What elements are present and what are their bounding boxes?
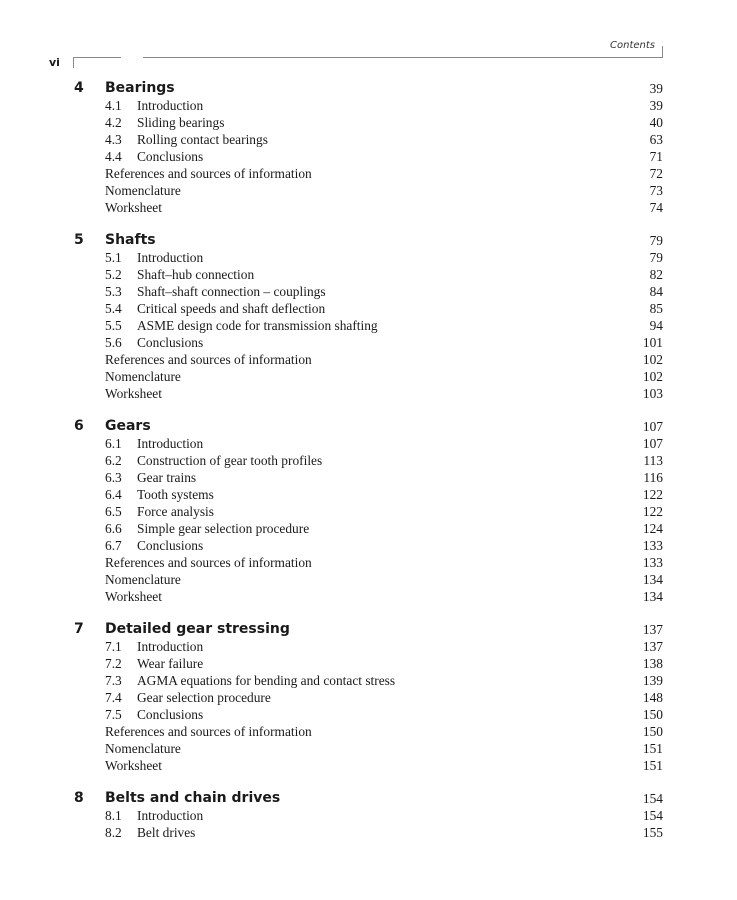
running-header-title: Contents — [610, 40, 655, 51]
section-title: Conclusions — [137, 335, 204, 350]
back-matter-title: Worksheet — [105, 589, 162, 604]
chapter-block — [0, 232, 737, 402]
chapter-title: Bearings — [105, 80, 175, 96]
back-matter-page: 134 — [642, 572, 663, 587]
chapter-title: Gears — [105, 418, 151, 434]
back-matter-page: 102 — [642, 352, 663, 367]
chapter-block — [0, 418, 737, 605]
section-title: Conclusions — [137, 149, 204, 164]
back-matter-title: References and sources of information — [105, 166, 312, 181]
section-entry[interactable] — [0, 689, 737, 706]
section-entry[interactable] — [0, 249, 737, 266]
section-title: Conclusions — [137, 707, 204, 722]
section-page: 133 — [642, 538, 663, 553]
chapter-block — [0, 80, 737, 216]
section-entry[interactable] — [0, 97, 737, 114]
section-entry[interactable] — [0, 486, 737, 503]
section-number: 6.6 — [105, 521, 122, 536]
back-matter-title: Nomenclature — [105, 183, 181, 198]
section-title: Belt drives — [137, 825, 196, 840]
chapter-number: 6 — [74, 418, 84, 434]
section-number: 6.4 — [105, 487, 122, 502]
chapter-title: Detailed gear stressing — [105, 621, 290, 637]
back-matter-page: 102 — [642, 369, 663, 384]
section-title: Wear failure — [137, 656, 204, 671]
back-matter-title: Worksheet — [105, 758, 162, 773]
back-matter-entry[interactable] — [0, 351, 737, 368]
back-matter-entry[interactable] — [0, 723, 737, 740]
section-number: 6.3 — [105, 470, 122, 485]
back-matter-title: Worksheet — [105, 386, 162, 401]
section-title: AGMA equations for bending and contact stress — [137, 673, 396, 688]
section-number: 5.4 — [105, 301, 122, 316]
header-rule — [143, 57, 663, 58]
section-title: Introduction — [137, 639, 204, 654]
back-matter-entry[interactable] — [0, 368, 737, 385]
chapter-number: 7 — [74, 621, 84, 637]
back-matter-page: 74 — [649, 200, 663, 215]
back-matter-title: Nomenclature — [105, 369, 181, 384]
section-entry[interactable] — [0, 672, 737, 689]
back-matter-entry[interactable] — [0, 182, 737, 199]
back-matter-entry[interactable] — [0, 571, 737, 588]
section-title: Shaft–shaft connection – couplings — [137, 284, 326, 299]
section-entry[interactable] — [0, 131, 737, 148]
chapter-heading[interactable] — [0, 80, 737, 97]
section-page: 107 — [642, 436, 663, 451]
section-number: 6.1 — [105, 436, 122, 451]
back-matter-entry[interactable] — [0, 740, 737, 757]
section-entry[interactable] — [0, 300, 737, 317]
section-title: ASME design code for transmission shafting — [137, 318, 378, 333]
section-page: 85 — [649, 301, 663, 316]
section-entry[interactable] — [0, 503, 737, 520]
back-matter-page: 134 — [642, 589, 663, 604]
section-page: 137 — [642, 639, 663, 654]
section-page: 116 — [643, 470, 663, 485]
section-title: Sliding bearings — [137, 115, 225, 130]
section-page: 39 — [649, 98, 663, 113]
header-rule-right-tick — [662, 46, 663, 58]
back-matter-page: 151 — [642, 758, 663, 773]
section-title: Introduction — [137, 98, 204, 113]
section-title: Critical speeds and shaft deflection — [137, 301, 326, 316]
section-entry[interactable] — [0, 334, 737, 351]
section-entry[interactable] — [0, 148, 737, 165]
section-page: 122 — [642, 504, 663, 519]
section-number: 4.2 — [105, 115, 122, 130]
back-matter-title: References and sources of information — [105, 724, 312, 739]
chapter-number: 8 — [74, 790, 84, 806]
section-title: Shaft–hub connection — [137, 267, 255, 282]
section-number: 4.3 — [105, 132, 122, 147]
section-page: 113 — [643, 453, 663, 468]
section-number: 4.1 — [105, 98, 122, 113]
chapter-page: 39 — [649, 81, 663, 96]
chapter-heading[interactable] — [0, 790, 737, 807]
section-entry[interactable] — [0, 283, 737, 300]
back-matter-entry[interactable] — [0, 757, 737, 774]
section-number: 5.5 — [105, 318, 122, 333]
chapter-number: 4 — [74, 80, 84, 96]
back-matter-entry[interactable] — [0, 165, 737, 182]
section-entry[interactable] — [0, 655, 737, 672]
section-number: 5.3 — [105, 284, 122, 299]
header-rule-left-tick — [73, 57, 74, 68]
section-number: 4.4 — [105, 149, 122, 164]
section-title: Introduction — [137, 808, 204, 823]
back-matter-page: 73 — [649, 183, 663, 198]
section-entry[interactable] — [0, 824, 737, 841]
section-page: 82 — [649, 267, 663, 282]
section-title: Gear trains — [137, 470, 197, 485]
section-number: 8.2 — [105, 825, 122, 840]
chapter-page: 154 — [642, 791, 663, 806]
back-matter-page: 150 — [642, 724, 663, 739]
section-title: Rolling contact bearings — [137, 132, 268, 147]
section-number: 6.7 — [105, 538, 122, 553]
section-number: 7.4 — [105, 690, 122, 705]
chapter-block — [0, 621, 737, 774]
chapter-page: 79 — [649, 233, 663, 248]
section-page: 40 — [649, 115, 663, 130]
section-page: 94 — [649, 318, 663, 333]
section-page: 155 — [642, 825, 663, 840]
section-entry[interactable] — [0, 317, 737, 334]
page-number: vi — [49, 56, 60, 69]
section-page: 150 — [642, 707, 663, 722]
back-matter-title: References and sources of information — [105, 555, 312, 570]
back-matter-entry[interactable] — [0, 199, 737, 216]
section-title: Force analysis — [137, 504, 214, 519]
section-entry[interactable] — [0, 807, 737, 824]
back-matter-page: 151 — [642, 741, 663, 756]
chapter-page: 107 — [642, 419, 663, 434]
back-matter-title: References and sources of information — [105, 352, 312, 367]
section-page: 79 — [649, 250, 663, 265]
table-of-contents — [0, 80, 737, 857]
section-title: Simple gear selection procedure — [137, 521, 310, 536]
section-title: Introduction — [137, 436, 204, 451]
chapter-block — [0, 790, 737, 841]
section-title: Gear selection procedure — [137, 690, 271, 705]
section-page: 101 — [642, 335, 663, 350]
section-title: Construction of gear tooth profiles — [137, 453, 323, 468]
back-matter-entry[interactable] — [0, 385, 737, 402]
section-number: 5.1 — [105, 250, 122, 265]
section-title: Tooth systems — [137, 487, 214, 502]
section-number: 7.2 — [105, 656, 122, 671]
back-matter-entry[interactable] — [0, 588, 737, 605]
chapter-number: 5 — [74, 232, 84, 248]
chapter-heading[interactable] — [0, 621, 737, 638]
section-number: 5.6 — [105, 335, 122, 350]
header-rule-left — [73, 57, 121, 58]
chapter-title: Shafts — [105, 232, 156, 248]
back-matter-page: 72 — [649, 166, 663, 181]
section-title: Conclusions — [137, 538, 204, 553]
section-page: 138 — [642, 656, 663, 671]
section-entry[interactable] — [0, 114, 737, 131]
section-entry[interactable] — [0, 469, 737, 486]
back-matter-title: Nomenclature — [105, 572, 181, 587]
section-page: 148 — [642, 690, 663, 705]
section-number: 7.3 — [105, 673, 122, 688]
section-page: 122 — [642, 487, 663, 502]
section-number: 6.5 — [105, 504, 122, 519]
section-entry[interactable] — [0, 706, 737, 723]
back-matter-page: 133 — [642, 555, 663, 570]
section-number: 5.2 — [105, 267, 122, 282]
back-matter-entry[interactable] — [0, 554, 737, 571]
section-page: 154 — [642, 808, 663, 823]
chapter-page: 137 — [642, 622, 663, 637]
section-number: 8.1 — [105, 808, 122, 823]
section-entry[interactable] — [0, 520, 737, 537]
section-entry[interactable] — [0, 435, 737, 452]
chapter-heading[interactable] — [0, 418, 737, 435]
section-number: 7.5 — [105, 707, 122, 722]
section-entry[interactable] — [0, 638, 737, 655]
back-matter-title: Nomenclature — [105, 741, 181, 756]
section-entry[interactable] — [0, 537, 737, 554]
back-matter-title: Worksheet — [105, 200, 162, 215]
back-matter-page: 103 — [642, 386, 663, 401]
section-title: Introduction — [137, 250, 204, 265]
section-entry[interactable] — [0, 452, 737, 469]
section-page: 139 — [642, 673, 663, 688]
section-number: 6.2 — [105, 453, 122, 468]
section-page: 124 — [642, 521, 663, 536]
section-entry[interactable] — [0, 266, 737, 283]
chapter-heading[interactable] — [0, 232, 737, 249]
section-page: 71 — [649, 149, 663, 164]
section-page: 63 — [649, 132, 663, 147]
chapter-title: Belts and chain drives — [105, 790, 281, 806]
section-number: 7.1 — [105, 639, 122, 654]
section-page: 84 — [649, 284, 663, 299]
